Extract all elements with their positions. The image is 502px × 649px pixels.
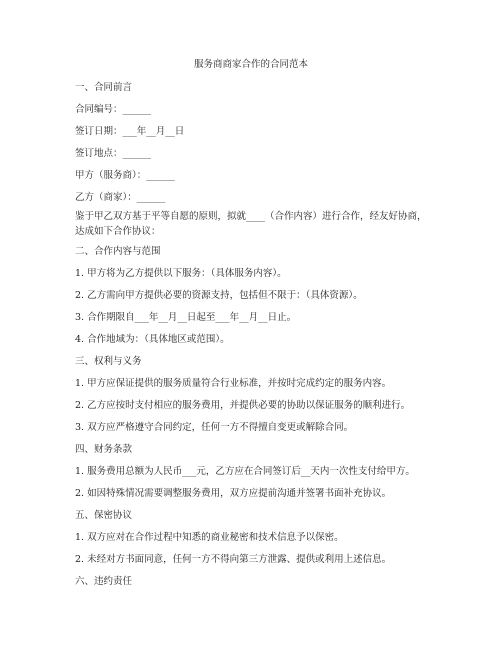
signing-place-line: 签订地点：______: [75, 148, 152, 159]
list-item: 1. 服务费用总额为人民币___元，乙方应在合同签订后__天内一次性支付给甲方。: [75, 466, 415, 477]
section-heading: 三、权利与义务: [75, 356, 142, 367]
list-item: 1. 双方应对在合作过程中知悉的商业秘密和技术信息予以保密。: [75, 532, 344, 543]
list-item: 4. 合作地域为：（具体地区或范围）。: [75, 334, 230, 345]
document-title: 服务商商家合作的合同范本: [193, 59, 308, 70]
list-item: 2. 未经对方书面同意，任何一方不得向第三方泄露、提供或利用上述信息。: [75, 554, 392, 565]
preamble-paragraph: 鉴于甲乙双方基于平等自愿的原则，拟就____（合作内容）进行合作，经友好协商，达成如下合作协议：: [75, 211, 427, 237]
section-heading: 六、违约责任: [75, 576, 133, 587]
list-item: 2. 乙方应按时支付相应的服务费用，并提供必要的协助以保证服务的顺利进行。: [75, 400, 411, 411]
section-heading: 二、合作内容与范围: [75, 246, 161, 257]
list-item: 3. 双方应严格遵守合同约定，任何一方不得擅自变更或解除合同。: [75, 422, 354, 433]
party-b-line: 乙方（商家）：______: [75, 192, 166, 203]
list-item: 1. 甲方将为乙方提供以下服务：（具体服务内容）。: [75, 268, 287, 279]
party-a-line: 甲方（服务商）：______: [75, 170, 175, 181]
section-heading: 一、合同前言: [75, 82, 133, 93]
list-item: 2. 乙方需向甲方提供必要的资源支持，包括但不限于：（具体资源）。: [75, 290, 363, 301]
list-item: 2. 如因特殊情况需要调整服务费用，双方应提前沟通并签署书面补充协议。: [75, 488, 392, 499]
list-item: 3. 合作期限自___年__月__日起至___年__月__日止。: [75, 312, 297, 323]
contract-number-line: 合同编号：______: [75, 104, 152, 115]
list-item: 1. 甲方应保证提供的服务质量符合行业标准，并按时完成约定的服务内容。: [75, 378, 392, 389]
section-heading: 四、财务条款: [75, 444, 133, 455]
section-heading: 五、保密协议: [75, 510, 133, 521]
signing-date-line: 签订日期：___年__月__日: [75, 126, 185, 137]
